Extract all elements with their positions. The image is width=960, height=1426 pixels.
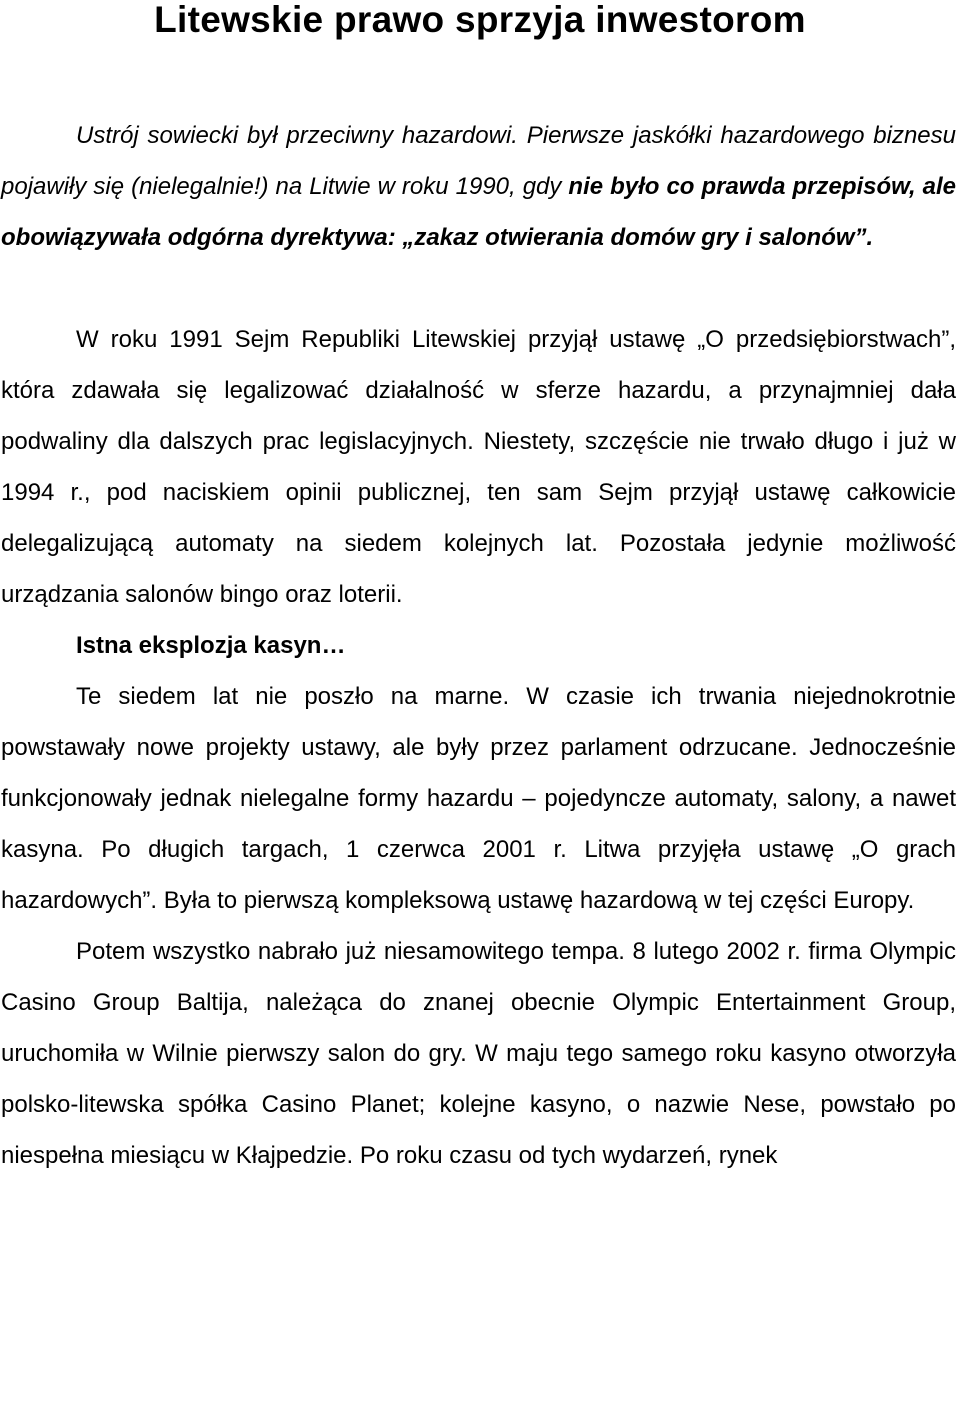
intro-bold-text: nie było co prawda przepisów, ale obowiązywała odgórna dyrektywa: „zakaz otwierania domów gry i salonów”. (1, 173, 956, 251)
intro-paragraph (1, 110, 956, 263)
section-heading: Istna eksplozja kasyn… (76, 632, 346, 659)
paragraph-casino-tempo: Potem wszystko nabrało już niesamowitego tempa. 8 lutego 2002 r. firma Olympic Casino Group Baltija, należąca do znanej obecnie Olympic Entertainment Group, uruchomiła w Wilnie pierwszy salon do gry. W maju tego samego roku kasyno otworzyła polsko-litewska spółka Casino Planet; kolejne kasyno, o nazwie Nese, powstało po niespełna miesiącu w Kłajpedzie. Po roku czasu od tych wydarzeń, rynek (1, 938, 956, 1169)
paragraph-seven-years: Te siedem lat nie poszło na marne. W czasie ich trwania niejednokrotnie powstawały nowe projekty ustawy, ale były przez parlament odrzucane. Jednocześnie funkcjonowały jednak nielegalne formy hazardu – pojedyncze automaty, salony, a nawet kasyna. Po długich targach, 1 czerwca 2001 r. Litwa przyjęła ustawę „O grach hazardowych”. Była to pierwszą kompleksową ustawę hazardową w tej części Europy. (1, 683, 956, 914)
article-body (1, 110, 956, 1181)
page-title: Litewskie prawo sprzyja inwestorom (154, 0, 806, 40)
paragraph-1991-law: W roku 1991 Sejm Republiki Litewskiej przyjął ustawę „O przedsiębiorstwach”, która zdawała się legalizować działalność w sferze hazardu, a przynajmniej dała podwaliny dla dalszych prac legislacyjnych. Niestety, szczęście nie trwało długo i już w 1994 r., pod naciskiem opinii publicznej, ten sam Sejm przyjął ustawę całkowicie delegalizującą automaty na siedem kolejnych lat. Pozostała jedynie możliwość urządzania salonów bingo oraz loterii. (1, 326, 956, 608)
intro-text: Ustrój sowiecki był przeciwny hazardowi. Pierwsze jaskółki hazardowego biznesu pojawiły się (nielegalnie!) na Litwie w roku 1990, gdy (1, 122, 956, 200)
